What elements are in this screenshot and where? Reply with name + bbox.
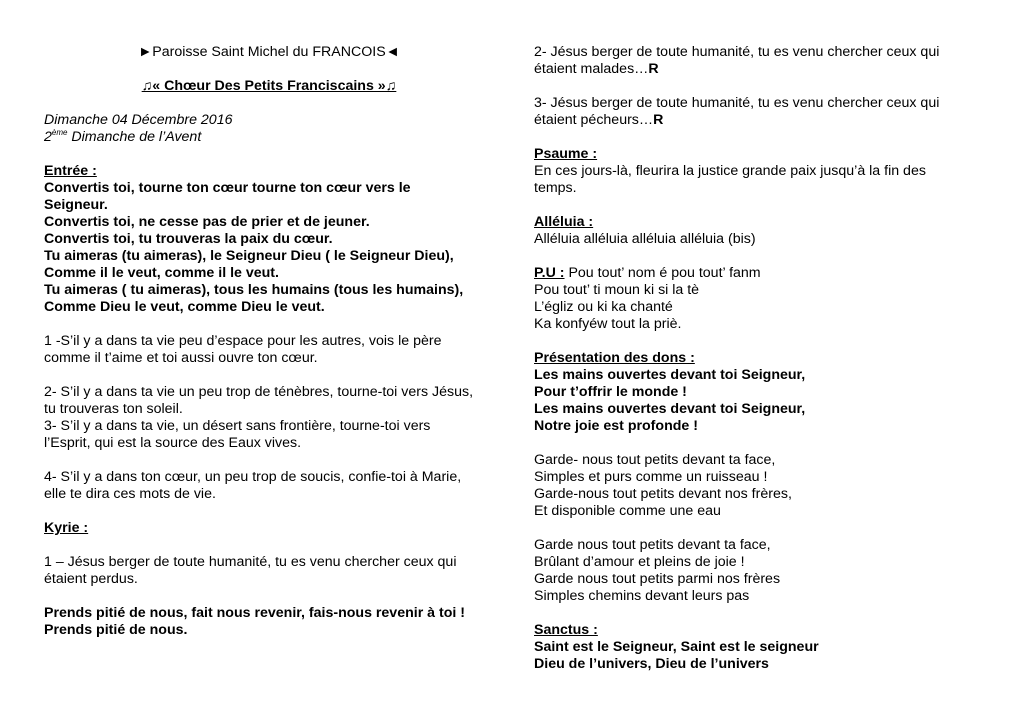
entree-line: Convertis toi, tu trouveras la paix du cœur.: [44, 231, 333, 247]
verse-4-line: 4- S’il y a dans ton cœur, un peu trop de soucis, confie-toi à Marie,: [44, 469, 462, 485]
kyrie-refrain-line: Prends pitié de nous, fait nous revenir, fais-nous revenir à toi !: [44, 605, 465, 621]
sanctus-line: Saint est le Seigneur, Saint est le seigneur: [534, 639, 819, 655]
right-column: [534, 44, 984, 673]
garde-1-line: Garde- nous tout petits devant ta face,: [534, 452, 776, 468]
kyrie-3-line: étaient pécheurs…R: [534, 112, 664, 128]
verse-2-line: tu trouveras ton soleil.: [44, 401, 183, 417]
entree-line: Seigneur.: [44, 197, 108, 213]
refrain-mark: R: [653, 112, 664, 128]
verse-1-line: 1 -S’il y a dans ta vie peu d’espace pour les autres, vois le père: [44, 333, 442, 349]
psaume-line: En ces jours-là, fleurira la justice grande paix jusqu’à la fin des: [534, 163, 926, 179]
pu-first-line: P.U : Pou tout’ nom é pou tout’ fanm: [534, 265, 761, 281]
sanctus-line: Dieu de l’univers, Dieu de l’univers: [534, 656, 769, 672]
entree-line: Convertis toi, ne cesse pas de prier et de jeuner.: [44, 214, 370, 230]
verse-1-line: comme il t’aime et toi aussi ouvre ton cœur.: [44, 350, 318, 366]
alleluia-heading: Alléluia :: [534, 214, 594, 230]
kyrie-2-line: 2- Jésus berger de toute humanité, tu es venu chercher ceux qui: [534, 44, 940, 60]
entree-line: Tu aimeras (tu aimeras), le Seigneur Dieu ( le Seigneur Dieu),: [44, 248, 454, 264]
refrain-mark: R: [648, 61, 659, 77]
pu-heading: P.U :: [534, 265, 565, 281]
garde-2-line: Brûlant d’amour et pleins de joie !: [534, 554, 745, 570]
garde-1-line: Simples et purs comme un ruisseau !: [534, 469, 768, 485]
garde-1-line: Garde-nous tout petits devant nos frères,: [534, 486, 792, 502]
kyrie-heading: Kyrie :: [44, 520, 89, 536]
sunday-line: 2ème Dimanche de l’Avent: [44, 128, 202, 145]
alleluia-line: Alléluia alléluia alléluia alléluia (bis): [534, 231, 756, 247]
garde-1-line: Et disponible comme une eau: [534, 503, 721, 519]
verse-3-line: 3- S’il y a dans ta vie, un désert sans frontière, tourne-toi vers: [44, 418, 431, 434]
verse-2-line: 2- S’il y a dans ta vie un peu trop de ténèbres, tourne-toi vers Jésus,: [44, 384, 474, 400]
choir-title: ♫« Chœur Des Petits Franciscains »♫: [141, 78, 397, 94]
parish-title: ►Paroisse Saint Michel du FRANCOIS◄: [138, 44, 400, 60]
kyrie-2-line: étaient malades…R: [534, 61, 659, 77]
dons-heading: Présentation des dons :: [534, 350, 695, 366]
verse-3-line: l’Esprit, qui est la source des Eaux vives.: [44, 435, 302, 451]
dons-line: Pour t’offrir le monde !: [534, 384, 687, 400]
entree-line: Comme il le veut, comme il le veut.: [44, 265, 279, 281]
entree-heading: Entrée :: [44, 163, 97, 179]
verse-4-line: elle te dira ces mots de vie.: [44, 486, 216, 502]
dons-line: Les mains ouvertes devant toi Seigneur,: [534, 401, 806, 417]
kyrie-1-line: étaient perdus.: [44, 571, 138, 587]
date-line: Dimanche 04 Décembre 2016: [44, 112, 233, 128]
entree-line: Tu aimeras ( tu aimeras), tous les humains (tous les humains),: [44, 282, 464, 298]
kyrie-refrain-line: Prends pitié de nous.: [44, 622, 188, 638]
garde-2-line: Simples chemins devant leurs pas: [534, 588, 750, 604]
pu-line: L’égliz ou ki ka chanté: [534, 299, 673, 315]
garde-2-line: Garde nous tout petits parmi nos frères: [534, 571, 781, 587]
psaume-line: temps.: [534, 180, 577, 196]
kyrie-1-line: 1 – Jésus berger de toute humanité, tu es venu chercher ceux qui: [44, 554, 457, 570]
entree-line: Comme Dieu le veut, comme Dieu le veut.: [44, 299, 325, 315]
garde-2-line: Garde nous tout petits devant ta face,: [534, 537, 771, 553]
pu-line: Pou tout’ ti moun ki si la tè: [534, 282, 700, 298]
psaume-heading: Psaume :: [534, 146, 598, 162]
left-column: [44, 44, 494, 639]
entree-line: Convertis toi, tourne ton cœur tourne ton cœur vers le: [44, 180, 411, 196]
kyrie-3-line: 3- Jésus berger de toute humanité, tu es venu chercher ceux qui: [534, 95, 940, 111]
dons-line: Les mains ouvertes devant toi Seigneur,: [534, 367, 806, 383]
sanctus-heading: Sanctus :: [534, 622, 598, 638]
dons-line: Notre joie est profonde !: [534, 418, 698, 434]
pu-line: Ka konfyéw tout la priè.: [534, 316, 682, 332]
